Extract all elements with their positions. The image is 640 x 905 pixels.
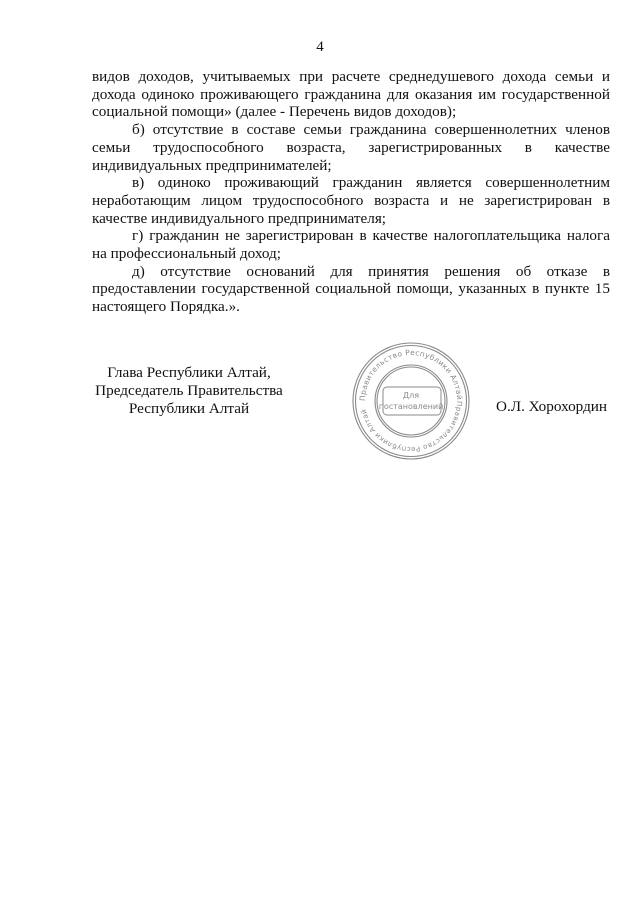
signatory-position-line: Председатель Правительства — [95, 381, 283, 399]
stamp-outer-text: Правительство Республики Алтай — [357, 347, 465, 402]
signatory-position-line: Глава Республики Алтай, — [107, 364, 271, 381]
stamp-inner-text-1: Для — [402, 391, 420, 400]
stamp-inner-text-2: постановлений — [378, 402, 444, 411]
paragraph-continuation: видов доходов, учитываемых при расчете среднедушевого дохода семьи и дохода одиноко проживающего гражданина для оказания им государственной социальной помощи» (далее - Перечень видов доходов); — [92, 68, 610, 121]
paragraph-item-b: б) отсутствие в составе семьи гражданина совершеннолетних членов семьи трудоспособного возраста, зарегистрированных в качестве индивидуальных предпринимателей; — [92, 121, 610, 174]
page-number: 4 — [316, 39, 324, 55]
official-stamp — [350, 340, 472, 462]
stamp-outer-text-repeat: Правительство Республики Алтай — [359, 400, 464, 454]
document-body — [92, 68, 610, 316]
signatory-name: О.Л. Хорохордин — [496, 398, 608, 415]
stamp-graphic — [350, 340, 472, 462]
paragraph-item-v: в) одиноко проживающий гражданин является совершеннолетним неработающим лицом трудоспособного возраста и не зарегистрирован в качестве индивидуального предпринимателя; — [92, 174, 610, 227]
paragraph-item-g: г) гражданин не зарегистрирован в качестве налогоплательщика налога на профессиональный доход; — [92, 227, 610, 263]
signatory-position — [84, 364, 294, 417]
paragraph-item-d: д) отсутствие оснований для принятия решения об отказе в предоставлении государственной социальной помощи, указанных в пункте 15 настоящего Порядка.». — [92, 262, 610, 316]
signatory-position-line: Республики Алтай — [128, 399, 250, 417]
